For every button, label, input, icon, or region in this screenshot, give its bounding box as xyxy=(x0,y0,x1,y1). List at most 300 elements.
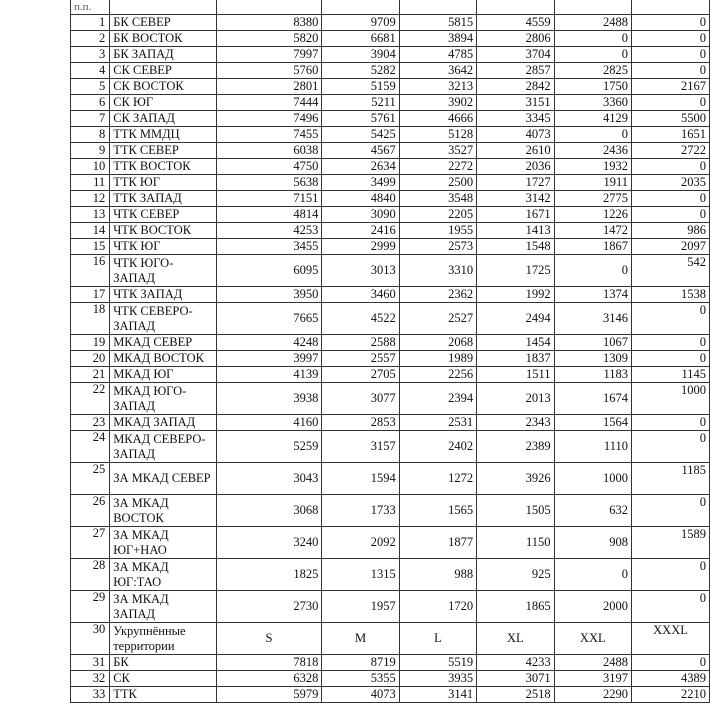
territory-name: ТТК ЗАПАД xyxy=(110,191,216,207)
value-cell: 2500 xyxy=(399,175,476,191)
value-cell: 1548 xyxy=(477,239,554,255)
value-cell: 2362 xyxy=(399,287,476,303)
value-cell: 2634 xyxy=(322,159,399,175)
value-cell: 3142 xyxy=(477,191,554,207)
table-row xyxy=(71,687,710,703)
territory-name: ТТК xyxy=(110,687,216,703)
territory-name: ЗА МКАД ЮГ:ТАО xyxy=(110,559,216,591)
value-cell: 5519 xyxy=(399,655,476,671)
territory-name: МКАД ЮГ xyxy=(110,367,216,383)
row-index: 13 xyxy=(71,207,110,223)
value-cell: 1309 xyxy=(554,351,631,367)
row-index: 33 xyxy=(71,687,110,703)
table-row xyxy=(71,255,710,287)
table-row xyxy=(71,175,710,191)
value-cell: 1992 xyxy=(477,287,554,303)
value-cell: 542 xyxy=(632,255,710,287)
value-cell: 1185 xyxy=(632,463,710,495)
value-cell: 1589 xyxy=(632,527,710,559)
value-cell: 2494 xyxy=(477,303,554,335)
value-cell: 0 xyxy=(632,335,710,351)
row-index: 22 xyxy=(71,383,110,415)
value-cell: 3360 xyxy=(554,95,631,111)
value-cell: 2518 xyxy=(477,687,554,703)
table-row xyxy=(71,143,710,159)
row-index: 11 xyxy=(71,175,110,191)
value-cell: 3157 xyxy=(322,431,399,463)
value-cell: L xyxy=(399,623,476,655)
territory-name: ЧТК ВОСТОК xyxy=(110,223,216,239)
table-row xyxy=(71,159,710,175)
value-cell: 1511 xyxy=(477,367,554,383)
value-cell: 2527 xyxy=(399,303,476,335)
value-cell: 2092 xyxy=(322,527,399,559)
header-cell xyxy=(477,0,554,15)
value-cell: 5425 xyxy=(322,127,399,143)
header-cell xyxy=(554,0,631,15)
value-cell: 1110 xyxy=(554,431,631,463)
value-cell: 4522 xyxy=(322,303,399,335)
table-row xyxy=(71,559,710,591)
value-cell: 5211 xyxy=(322,95,399,111)
value-cell: 3197 xyxy=(554,671,631,687)
territory-name: МКАД ЗАПАД xyxy=(110,415,216,431)
value-cell: 3068 xyxy=(216,495,322,527)
value-cell: 3043 xyxy=(216,463,322,495)
territory-name: ЧТК ЗАПАД xyxy=(110,287,216,303)
territory-name: СК xyxy=(110,671,216,687)
table-row xyxy=(71,655,710,671)
value-cell: 2853 xyxy=(322,415,399,431)
value-cell: 0 xyxy=(632,431,710,463)
territory-name: ТТК ВОСТОК xyxy=(110,159,216,175)
value-cell: 2705 xyxy=(322,367,399,383)
value-cell: 4559 xyxy=(477,15,554,31)
value-cell: 3310 xyxy=(399,255,476,287)
header-cell xyxy=(399,0,476,15)
territory-name: Укрупнённые территории xyxy=(110,623,216,655)
value-cell: 2036 xyxy=(477,159,554,175)
value-cell: XXL xyxy=(554,623,631,655)
row-index: 2 xyxy=(71,31,110,47)
value-cell: 4233 xyxy=(477,655,554,671)
territory-name: ТТК СЕВЕР xyxy=(110,143,216,159)
value-cell: 2416 xyxy=(322,223,399,239)
table-row xyxy=(71,223,710,239)
value-cell: 7997 xyxy=(216,47,322,63)
row-index: 4 xyxy=(71,63,110,79)
table-row xyxy=(71,623,710,655)
value-cell: 4160 xyxy=(216,415,322,431)
value-cell: 5500 xyxy=(632,111,710,127)
value-cell: 4253 xyxy=(216,223,322,239)
territory-name: ЧТК ЮГ xyxy=(110,239,216,255)
value-cell: 0 xyxy=(632,31,710,47)
value-cell: 2343 xyxy=(477,415,554,431)
value-cell: 1145 xyxy=(632,367,710,383)
territory-name: МКАД СЕВЕР xyxy=(110,335,216,351)
value-cell: 8380 xyxy=(216,15,322,31)
value-cell: 1000 xyxy=(632,383,710,415)
value-cell: 0 xyxy=(554,127,631,143)
value-cell: 1750 xyxy=(554,79,631,95)
value-cell: 3499 xyxy=(322,175,399,191)
value-cell: 2857 xyxy=(477,63,554,79)
value-cell: 3013 xyxy=(322,255,399,287)
value-cell: 3455 xyxy=(216,239,322,255)
value-cell: 4389 xyxy=(632,671,710,687)
value-cell: 1733 xyxy=(322,495,399,527)
value-cell: 5159 xyxy=(322,79,399,95)
value-cell: 1877 xyxy=(399,527,476,559)
row-index: 27 xyxy=(71,527,110,559)
value-cell: 1989 xyxy=(399,351,476,367)
value-cell: 3548 xyxy=(399,191,476,207)
territory-name: ЧТК ЮГО-ЗАПАД xyxy=(110,255,216,287)
value-cell: 5128 xyxy=(399,127,476,143)
table-row xyxy=(71,591,710,623)
value-cell: 6681 xyxy=(322,31,399,47)
value-cell: 4248 xyxy=(216,335,322,351)
row-index: 7 xyxy=(71,111,110,127)
value-cell: 4567 xyxy=(322,143,399,159)
value-cell: 8719 xyxy=(322,655,399,671)
value-cell: 0 xyxy=(554,31,631,47)
header-cell xyxy=(216,0,322,15)
value-cell: 5259 xyxy=(216,431,322,463)
value-cell: 5760 xyxy=(216,63,322,79)
value-cell: 9709 xyxy=(322,15,399,31)
territory-name: МКАД ЮГО-ЗАПАД xyxy=(110,383,216,415)
territory-name: БК СЕВЕР xyxy=(110,15,216,31)
value-cell: XXXL xyxy=(632,623,710,655)
value-cell: 6328 xyxy=(216,671,322,687)
value-cell: 3894 xyxy=(399,31,476,47)
value-cell: 5638 xyxy=(216,175,322,191)
territory-name: ЧТК СЕВЕРО-ЗАПАД xyxy=(110,303,216,335)
value-cell: 2806 xyxy=(477,31,554,47)
value-cell: 1957 xyxy=(322,591,399,623)
value-cell: 2801 xyxy=(216,79,322,95)
value-cell: 0 xyxy=(632,15,710,31)
value-cell: 1911 xyxy=(554,175,631,191)
value-cell: 1955 xyxy=(399,223,476,239)
value-cell: 2775 xyxy=(554,191,631,207)
header-row xyxy=(71,0,710,15)
value-cell: 1932 xyxy=(554,159,631,175)
value-cell: 1538 xyxy=(632,287,710,303)
value-cell: 2842 xyxy=(477,79,554,95)
value-cell: 2394 xyxy=(399,383,476,415)
value-cell: 0 xyxy=(632,95,710,111)
territory-name: ТТК ММДЦ xyxy=(110,127,216,143)
table-row xyxy=(71,239,710,255)
value-cell: 4666 xyxy=(399,111,476,127)
value-cell: 5282 xyxy=(322,63,399,79)
table-row xyxy=(71,367,710,383)
value-cell: 2068 xyxy=(399,335,476,351)
value-cell: 1505 xyxy=(477,495,554,527)
territory-name: ЧТК СЕВЕР xyxy=(110,207,216,223)
header-cell xyxy=(322,0,399,15)
row-index: 25 xyxy=(71,463,110,495)
value-cell: 7455 xyxy=(216,127,322,143)
value-cell: 6038 xyxy=(216,143,322,159)
value-cell: 2436 xyxy=(554,143,631,159)
value-cell: 3460 xyxy=(322,287,399,303)
value-cell: 1594 xyxy=(322,463,399,495)
row-index: 28 xyxy=(71,559,110,591)
territory-name: МКАД СЕВЕРО-ЗАПАД xyxy=(110,431,216,463)
value-cell: 3090 xyxy=(322,207,399,223)
value-cell: 3071 xyxy=(477,671,554,687)
value-cell: 1183 xyxy=(554,367,631,383)
value-cell: 0 xyxy=(554,47,631,63)
value-cell: 4139 xyxy=(216,367,322,383)
value-cell: 1454 xyxy=(477,335,554,351)
value-cell: 3904 xyxy=(322,47,399,63)
row-index: 16 xyxy=(71,255,110,287)
value-cell: 0 xyxy=(632,159,710,175)
value-cell: 1315 xyxy=(322,559,399,591)
value-cell: 3935 xyxy=(399,671,476,687)
row-index: 1 xyxy=(71,15,110,31)
row-index: 14 xyxy=(71,223,110,239)
row-index: 5 xyxy=(71,79,110,95)
value-cell: 1727 xyxy=(477,175,554,191)
value-cell: 2035 xyxy=(632,175,710,191)
value-cell: 925 xyxy=(477,559,554,591)
value-cell: M xyxy=(322,623,399,655)
territory-name: МКАД ВОСТОК xyxy=(110,351,216,367)
row-index: 8 xyxy=(71,127,110,143)
value-cell: 7496 xyxy=(216,111,322,127)
value-cell: 2557 xyxy=(322,351,399,367)
value-cell: 4129 xyxy=(554,111,631,127)
value-cell: 0 xyxy=(632,351,710,367)
value-cell: 1651 xyxy=(632,127,710,143)
table-row xyxy=(71,383,710,415)
value-cell: 0 xyxy=(554,255,631,287)
value-cell: 2272 xyxy=(399,159,476,175)
row-index: 29 xyxy=(71,591,110,623)
table-row xyxy=(71,15,710,31)
row-index: 12 xyxy=(71,191,110,207)
value-cell: XL xyxy=(477,623,554,655)
table-row xyxy=(71,95,710,111)
table-row xyxy=(71,111,710,127)
value-cell: 7151 xyxy=(216,191,322,207)
value-cell: 3240 xyxy=(216,527,322,559)
value-cell: 7444 xyxy=(216,95,322,111)
value-cell: 4750 xyxy=(216,159,322,175)
table-row xyxy=(71,415,710,431)
table-row xyxy=(71,47,710,63)
value-cell: 5355 xyxy=(322,671,399,687)
value-cell: 5979 xyxy=(216,687,322,703)
value-cell: 2531 xyxy=(399,415,476,431)
value-cell: 2256 xyxy=(399,367,476,383)
value-cell: 986 xyxy=(632,223,710,239)
territory-name: БК ЗАПАД xyxy=(110,47,216,63)
value-cell: 3902 xyxy=(399,95,476,111)
table-row xyxy=(71,191,710,207)
value-cell: 3146 xyxy=(554,303,631,335)
value-cell: 1725 xyxy=(477,255,554,287)
row-index: 6 xyxy=(71,95,110,111)
value-cell: 3151 xyxy=(477,95,554,111)
value-cell: 4073 xyxy=(477,127,554,143)
territory-name: БК xyxy=(110,655,216,671)
header-index-label: п.п. xyxy=(71,0,110,15)
value-cell: 3077 xyxy=(322,383,399,415)
value-cell: 1067 xyxy=(554,335,631,351)
territory-name: ЗА МКАД ВОСТОК xyxy=(110,495,216,527)
value-cell: 2730 xyxy=(216,591,322,623)
value-cell: 4073 xyxy=(322,687,399,703)
value-cell: 1867 xyxy=(554,239,631,255)
table-row xyxy=(71,63,710,79)
value-cell: 3950 xyxy=(216,287,322,303)
value-cell: 2167 xyxy=(632,79,710,95)
value-cell: 7818 xyxy=(216,655,322,671)
value-cell: 1671 xyxy=(477,207,554,223)
table-row xyxy=(71,463,710,495)
value-cell: 3213 xyxy=(399,79,476,95)
value-cell: 1674 xyxy=(554,383,631,415)
value-cell: 1472 xyxy=(554,223,631,239)
row-index: 10 xyxy=(71,159,110,175)
value-cell: 1837 xyxy=(477,351,554,367)
value-cell: 1272 xyxy=(399,463,476,495)
row-index: 32 xyxy=(71,671,110,687)
territory-name: СК ВОСТОК xyxy=(110,79,216,95)
row-index: 26 xyxy=(71,495,110,527)
value-cell: 1565 xyxy=(399,495,476,527)
table-row xyxy=(71,31,710,47)
value-cell: 3642 xyxy=(399,63,476,79)
row-index: 23 xyxy=(71,415,110,431)
row-index: 3 xyxy=(71,47,110,63)
value-cell: 908 xyxy=(554,527,631,559)
value-cell: 1564 xyxy=(554,415,631,431)
territory-name: ЗА МКАД ЗАПАД xyxy=(110,591,216,623)
value-cell: 3141 xyxy=(399,687,476,703)
value-cell: 0 xyxy=(632,559,710,591)
table-row xyxy=(71,287,710,303)
value-cell: 3926 xyxy=(477,463,554,495)
value-cell: 4840 xyxy=(322,191,399,207)
row-index: 18 xyxy=(71,303,110,335)
table-row xyxy=(71,527,710,559)
row-index: 19 xyxy=(71,335,110,351)
row-index: 30 xyxy=(71,623,110,655)
value-cell: 7665 xyxy=(216,303,322,335)
value-cell: 5761 xyxy=(322,111,399,127)
territory-name: ЗА МКАД СЕВЕР xyxy=(110,463,216,495)
row-index: 24 xyxy=(71,431,110,463)
territory-name: ТТК ЮГ xyxy=(110,175,216,191)
value-cell: 1413 xyxy=(477,223,554,239)
value-cell: 0 xyxy=(632,63,710,79)
table-row xyxy=(71,79,710,95)
row-index: 31 xyxy=(71,655,110,671)
value-cell: 6095 xyxy=(216,255,322,287)
header-cell xyxy=(110,0,216,15)
value-cell: 0 xyxy=(632,191,710,207)
value-cell: 0 xyxy=(632,591,710,623)
value-cell: 0 xyxy=(632,207,710,223)
row-index: 20 xyxy=(71,351,110,367)
value-cell: 3997 xyxy=(216,351,322,367)
value-cell: 2722 xyxy=(632,143,710,159)
value-cell: 2588 xyxy=(322,335,399,351)
row-index: 15 xyxy=(71,239,110,255)
value-cell: 1374 xyxy=(554,287,631,303)
territory-name: СК ЗАПАД xyxy=(110,111,216,127)
table-row xyxy=(71,303,710,335)
value-cell: 2205 xyxy=(399,207,476,223)
table-body xyxy=(71,0,710,703)
value-cell: 3938 xyxy=(216,383,322,415)
row-index: 9 xyxy=(71,143,110,159)
value-cell: 632 xyxy=(554,495,631,527)
value-cell: 4814 xyxy=(216,207,322,223)
value-cell: 0 xyxy=(632,495,710,527)
table-row xyxy=(71,351,710,367)
value-cell: 0 xyxy=(632,415,710,431)
value-cell: 0 xyxy=(632,303,710,335)
table-row xyxy=(71,335,710,351)
value-cell: 1825 xyxy=(216,559,322,591)
table-row xyxy=(71,127,710,143)
value-cell: 0 xyxy=(554,559,631,591)
territory-name: СК СЕВЕР xyxy=(110,63,216,79)
territory-name: ЗА МКАД ЮГ+НАО xyxy=(110,527,216,559)
value-cell: 4785 xyxy=(399,47,476,63)
value-cell: 2610 xyxy=(477,143,554,159)
value-cell: 2290 xyxy=(554,687,631,703)
row-index: 21 xyxy=(71,367,110,383)
value-cell: 2488 xyxy=(554,655,631,671)
value-cell: 3345 xyxy=(477,111,554,127)
value-cell: 2999 xyxy=(322,239,399,255)
table-row xyxy=(71,671,710,687)
row-index: 17 xyxy=(71,287,110,303)
value-cell: 0 xyxy=(632,47,710,63)
value-cell: 2573 xyxy=(399,239,476,255)
value-cell: 5820 xyxy=(216,31,322,47)
value-cell: 1000 xyxy=(554,463,631,495)
value-cell: 1720 xyxy=(399,591,476,623)
value-cell: 0 xyxy=(632,655,710,671)
value-cell: 5815 xyxy=(399,15,476,31)
value-cell: 2488 xyxy=(554,15,631,31)
value-cell: 2210 xyxy=(632,687,710,703)
table-row xyxy=(71,431,710,463)
value-cell: S xyxy=(216,623,322,655)
value-cell: 2825 xyxy=(554,63,631,79)
value-cell: 3527 xyxy=(399,143,476,159)
value-cell: 2013 xyxy=(477,383,554,415)
value-cell: 2097 xyxy=(632,239,710,255)
territory-name: БК ВОСТОК xyxy=(110,31,216,47)
value-cell: 1226 xyxy=(554,207,631,223)
data-table xyxy=(70,0,710,703)
header-cell xyxy=(632,0,710,15)
table-row xyxy=(71,207,710,223)
value-cell: 2000 xyxy=(554,591,631,623)
